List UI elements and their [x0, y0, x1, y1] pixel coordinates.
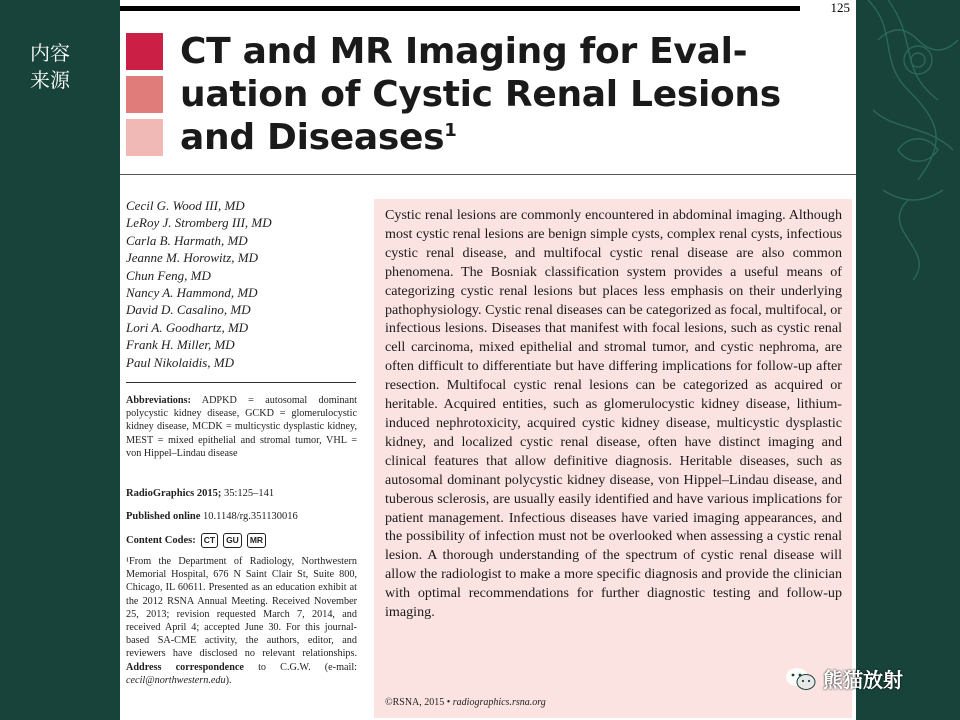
abbreviations-label: Abbreviations: — [126, 395, 191, 406]
citation-pages: 35:125–141 — [224, 488, 275, 499]
copyright-text: ©RSNA, 2015 • — [385, 697, 451, 708]
decorative-ornament — [858, 0, 960, 720]
side-label-line-1: 内容 — [30, 41, 70, 65]
top-rule — [120, 6, 800, 11]
doi-link[interactable]: 10.1148/rg.351130016 — [203, 511, 298, 522]
watermark — [785, 664, 903, 693]
author: LeRoy J. Stromberg III, MD — [126, 215, 272, 231]
published-online-label: Published online — [126, 511, 201, 522]
published-online — [126, 510, 357, 523]
abbreviations — [126, 394, 357, 460]
code-badge-ct: CT — [201, 533, 218, 548]
citation-journal: RadioGraphics 2015; — [126, 488, 222, 499]
author: Nancy A. Hammond, MD — [126, 285, 258, 301]
footnote-text: ¹From the Department of Radiology, Northwestern Memorial Hospital, 676 N Saint Clair St, Suite 800, Chicago, IL 60611. Presented as an education exhibit at the 2012 RSNA Annual Meeting. Received November 25, 2013; revision requested March 7, 2014, and received April 4; accepted June 30. For this journal-based SA-CME activity, the authors, editor, and reviewers have disclosed no relevant relationships. — [126, 556, 357, 660]
page-number: 125 — [830, 0, 850, 15]
journal-url[interactable]: radiographics.rsna.org — [452, 697, 546, 708]
title-square-salmon — [126, 76, 163, 113]
side-label — [30, 40, 70, 94]
author: Jeanne M. Horowitz, MD — [126, 250, 259, 266]
author: Paul Nikolaidis, MD — [126, 354, 234, 370]
title-line-2: uation of Cystic Renal Lesions — [180, 74, 781, 115]
content-codes-label: Content Codes: — [126, 534, 196, 546]
article-page — [120, 0, 856, 720]
title-line-1: CT and MR Imaging for Eval- — [180, 31, 748, 72]
side-label-line-2: 来源 — [30, 68, 70, 92]
title-superscript: 1 — [444, 120, 457, 141]
title-square-pink — [126, 119, 163, 156]
citation — [126, 487, 357, 500]
code-badge-gu: GU — [223, 533, 242, 548]
address-text: to C.G.W. (e-mail: — [258, 661, 358, 673]
abbreviations-text: ADPKD = autosomal dominant polycystic kidney disease, GCKD = glomerulocystic kidney disease, MCDK = multicystic dysplastic kidney, MEST = mixed epithelial and stromal tumor, VHL = von Hippel–Lindau disease — [126, 395, 358, 459]
address-end: ). — [225, 674, 232, 686]
content-codes — [126, 533, 357, 548]
watermark-text: 熊猫放射 — [823, 668, 903, 692]
article-title — [180, 30, 800, 159]
footnote — [126, 555, 357, 687]
author: Cecil G. Wood III, MD — [126, 198, 245, 213]
author-list — [126, 197, 366, 371]
header-rule — [120, 174, 856, 175]
abstract-box — [374, 199, 852, 718]
address-label: Address correspondence — [126, 661, 244, 673]
author: Chun Feng, MD — [126, 267, 211, 283]
copyright — [385, 697, 546, 708]
wechat-icon — [785, 666, 817, 692]
author: Carla B. Harmath, MD — [126, 232, 248, 248]
author: Lori A. Goodhartz, MD — [126, 319, 249, 335]
author: Frank H. Miller, MD — [126, 337, 235, 353]
abstract-text: Cystic renal lesions are commonly encountered in abdominal imaging. Although most cystic renal lesions are benign simple cysts, complex renal cysts, infectious cystic renal disease, and multifocal cystic renal disease are also common phenomena. The Bosniak classification system provides a useful means of categorizing cystic renal lesions but places less emphasis on their underlying pathophysiology. Cystic renal diseases can be categorized as focal, multifocal, or infectious lesions. Diseases that manifest with focal lesions, such as cystic renal cell carcinoma, mixed epithelial and stromal tumor, and cystic nephroma, are often difficult to differentiate but have differing implications for follow-up after resection. Multifocal cystic renal lesions can be categorized as acquired or heritable. Acquired entities, such as glomerulocystic kidney disease, lithium-induced nephrotoxicity, acquired cystic kidney disease, multicystic dysplastic kidney, and localized cystic renal disease, often have distinct imaging and clinical features that allow definitive diagnosis. Heritable diseases, such as autosomal dominant polycystic kidney disease, von Hippel–Lindau disease, and tuberous sclerosis, are usually easily identified and have various implications for patient management. Infectious diseases have varied imaging appearances, and the possibility of infection must not be overlooked when assessing a cystic renal lesion. A thorough understanding of the spectrum of cystic renal disease will allow the radiologist to make a more specific diagnosis and provide the clinician with optimal recommendations for further diagnostic testing and follow-up imaging. — [385, 207, 842, 621]
metadata-rule — [126, 382, 356, 383]
code-badge-mr: MR — [247, 533, 266, 548]
title-line-3-text: and Diseases — [180, 117, 445, 158]
title-square-red — [126, 33, 163, 70]
author: David D. Casalino, MD — [126, 302, 251, 318]
title-line-3 — [180, 116, 800, 159]
email-link[interactable]: cecil@northwestern.edu — [126, 674, 226, 686]
